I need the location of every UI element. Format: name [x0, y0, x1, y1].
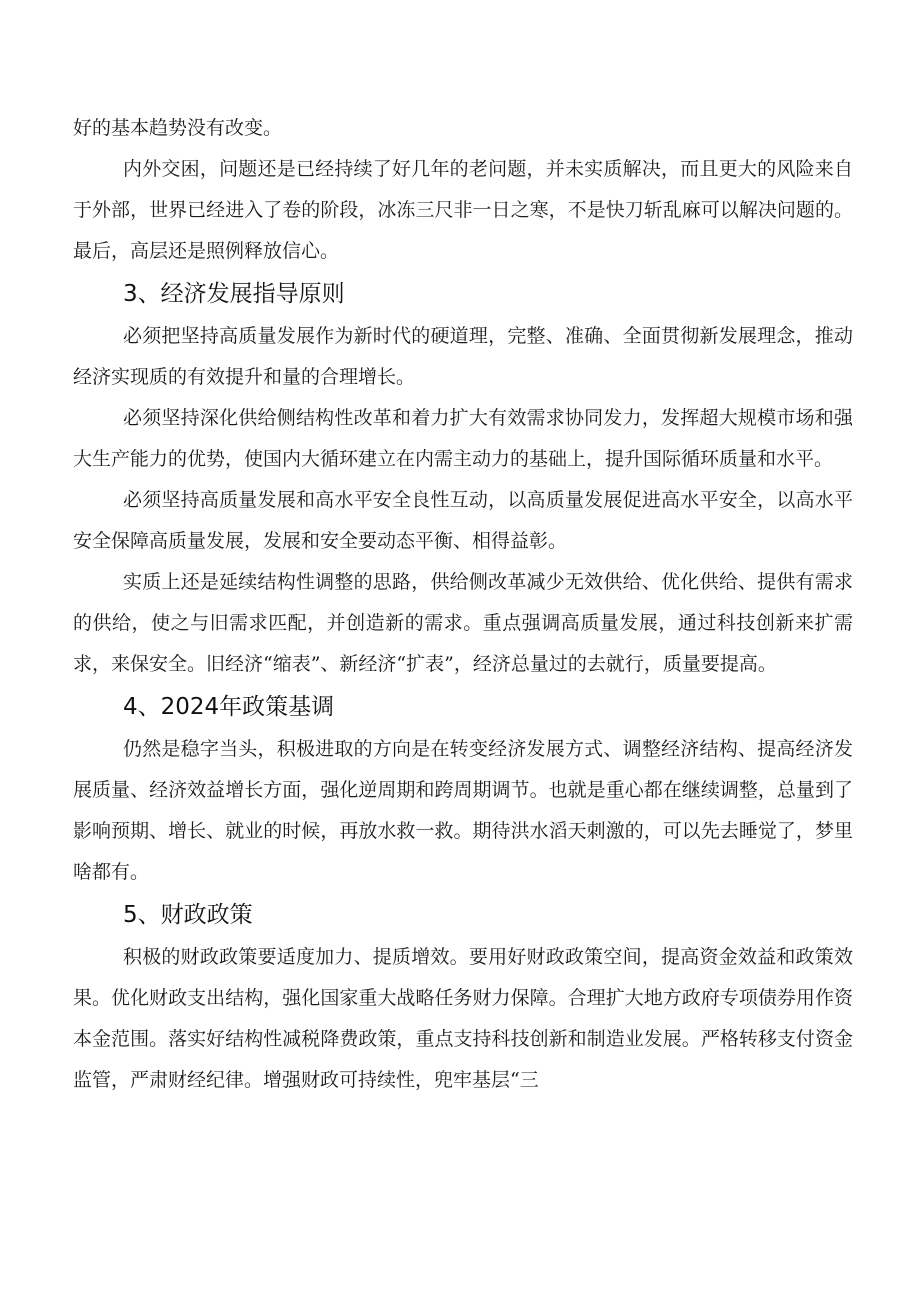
paragraph: 积极的财政政策要适度加力、提质增效。要用好财政政策空间，提高资金效益和政策效果。优化财政支出结构，强化国家重大战略任务财力保障。合理扩大地方政府专项债券用作资本金范围。落实好结构性减税降费政策，重点支持科技创新和制造业发展。严格转移支付资金监管，严肃财经纪律。增强财政可持续性，兜牢基层“三 — [73, 946, 853, 1091]
paragraph-continued: 好的基本趋势没有改变。 — [73, 117, 283, 139]
section-heading-5: 5、财政政策 — [123, 902, 253, 928]
paragraph: 内外交困，问题还是已经持续了好几年的老问题，并未实质解决，而且更大的风险来自于外部，世界已经进入了卷的阶段，冰冻三尺非一日之寒，不是快刀斩乱麻可以解决问题的。最后，高层还是照例释放信心。 — [73, 158, 853, 262]
paragraph: 必须坚持深化供给侧结构性改革和着力扩大有效需求协同发力，发挥超大规模市场和强大生产能力的优势，使国内大循环建立在内需主动力的基础上，提升国际循环质量和水平。 — [73, 407, 853, 470]
paragraph: 必须坚持高质量发展和高水平安全良性互动，以高质量发展促进高水平安全，以高水平安全保障高质量发展，发展和安全要动态平衡、相得益彰。 — [73, 489, 853, 552]
document-page — [73, 108, 853, 1101]
paragraph: 仍然是稳字当头，积极进取的方向是在转变经济发展方式、调整经济结构、提高经济发展质量、经济效益增长方面，强化逆周期和跨周期调节。也就是重心都在继续调整，总量到了影响预期、增长、就业的时候，再放水救一救。期待洪水滔天刺激的，可以先去睡觉了，梦里啥都有。 — [73, 738, 853, 883]
paragraph: 实质上还是延续结构性调整的思路，供给侧改革减少无效供给、优化供给、提供有需求的供给，使之与旧需求匹配，并创造新的需求。重点强调高质量发展，通过科技创新来扩需求，来保安全。旧经济“缩表”、新经济“扩表”，经济总量过的去就行，质量要提高。 — [73, 571, 853, 675]
section-heading-3: 3、经济发展指导原则 — [123, 281, 345, 307]
paragraph: 必须把坚持高质量发展作为新时代的硬道理，完整、准确、全面贯彻新发展理念，推动经济实现质的有效提升和量的合理增长。 — [73, 325, 853, 388]
section-heading-4: 4、2024年政策基调 — [123, 694, 335, 720]
